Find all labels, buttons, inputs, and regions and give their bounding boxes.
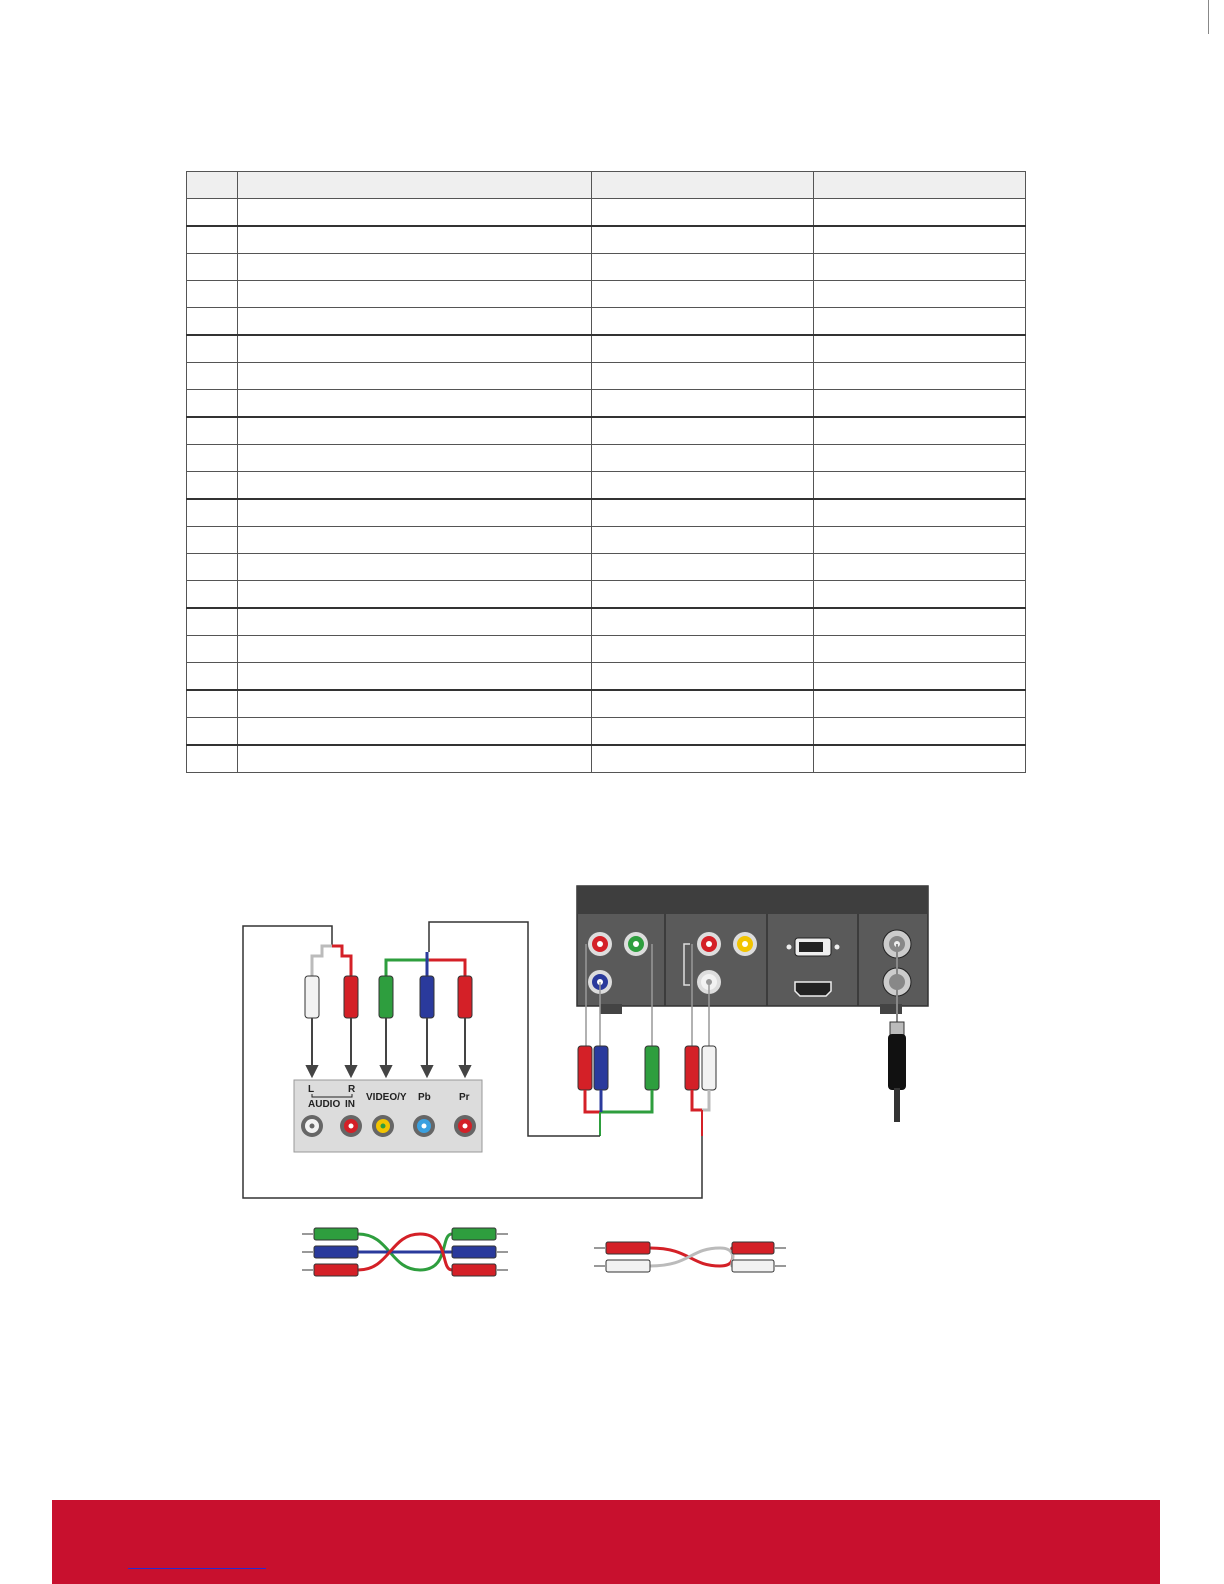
table-cell — [591, 199, 813, 227]
table-row — [187, 718, 1026, 746]
table-cell — [187, 335, 238, 363]
table-cell — [813, 472, 1025, 500]
table-row — [187, 554, 1026, 581]
table-cell — [187, 745, 238, 773]
table-cell — [591, 472, 813, 500]
table-cell — [187, 527, 238, 554]
table-cell — [237, 581, 591, 609]
table-row — [187, 445, 1026, 472]
table-cell — [813, 390, 1025, 418]
table-cell — [187, 663, 238, 691]
table-cell — [591, 745, 813, 773]
header-cell — [187, 172, 238, 199]
header-cell — [237, 172, 591, 199]
table-cell — [237, 308, 591, 336]
table-row — [187, 608, 1026, 636]
table-row — [187, 745, 1026, 773]
table-cell — [237, 226, 591, 254]
label-r: R — [348, 1084, 356, 1095]
table-cell — [237, 718, 591, 746]
table-cell — [237, 254, 591, 281]
table-row — [187, 281, 1026, 308]
table-cell — [187, 254, 238, 281]
connection-diagram — [0, 870, 1224, 1310]
table-row — [187, 472, 1026, 500]
table-row — [187, 417, 1026, 445]
table-cell — [591, 690, 813, 718]
table-cell — [591, 581, 813, 609]
table-cell — [187, 363, 238, 390]
table-cell — [187, 199, 238, 227]
table-cell — [591, 445, 813, 472]
table-cell — [813, 226, 1025, 254]
tv-input-plugs — [305, 946, 472, 1076]
table-cell — [813, 417, 1025, 445]
table-cell — [591, 663, 813, 691]
table-cell — [813, 499, 1025, 527]
label-in: IN — [345, 1099, 355, 1110]
table-cell — [187, 581, 238, 609]
table-cell — [187, 281, 238, 308]
table-row — [187, 581, 1026, 609]
table-cell — [187, 445, 238, 472]
table-cell — [813, 527, 1025, 554]
table-cell — [187, 554, 238, 581]
table-cell — [237, 472, 591, 500]
table-cell — [813, 663, 1025, 691]
page-edge-line — [1208, 0, 1209, 34]
table-cell — [187, 608, 238, 636]
spec-table — [186, 171, 1026, 773]
table-cell — [237, 527, 591, 554]
table-cell — [237, 636, 591, 663]
label-video-y: VIDEO/Y — [366, 1092, 407, 1103]
table-cell — [237, 745, 591, 773]
table-cell — [591, 499, 813, 527]
table-row — [187, 527, 1026, 554]
footer-link[interactable] — [128, 1568, 266, 1569]
table-cell — [591, 308, 813, 336]
footer-bar — [52, 1500, 1160, 1584]
component-cable-illustration — [302, 1228, 508, 1276]
table-header-row — [187, 172, 1026, 199]
table-cell — [237, 499, 591, 527]
table-cell — [591, 254, 813, 281]
table-cell — [813, 581, 1025, 609]
table-cell — [237, 281, 591, 308]
table-cell — [813, 608, 1025, 636]
header-cell — [813, 172, 1025, 199]
hdmi-port — [795, 982, 831, 996]
table-row — [187, 335, 1026, 363]
table-cell — [187, 417, 238, 445]
table-row — [187, 690, 1026, 718]
table-row — [187, 663, 1026, 691]
label-audio: AUDIO — [308, 1099, 341, 1110]
table-cell — [813, 199, 1025, 227]
table-cell — [237, 417, 591, 445]
table-cell — [591, 281, 813, 308]
table-cell — [237, 199, 591, 227]
table-cell — [187, 472, 238, 500]
table-cell — [237, 554, 591, 581]
table-cell — [237, 390, 591, 418]
table-row — [187, 199, 1026, 227]
table-cell — [237, 445, 591, 472]
table-cell — [591, 718, 813, 746]
table-cell — [591, 417, 813, 445]
table-cell — [813, 554, 1025, 581]
label-l: L — [308, 1084, 315, 1095]
table-cell — [187, 390, 238, 418]
label-pb: Pb — [418, 1092, 431, 1103]
table-cell — [813, 335, 1025, 363]
table-cell — [591, 636, 813, 663]
table-cell — [813, 636, 1025, 663]
table-cell — [591, 527, 813, 554]
table-cell — [187, 718, 238, 746]
table-cell — [813, 690, 1025, 718]
table-cell — [237, 608, 591, 636]
table-cell — [591, 608, 813, 636]
header-cell — [591, 172, 813, 199]
table-row — [187, 636, 1026, 663]
table-cell — [187, 499, 238, 527]
tv-input-panel — [294, 1080, 482, 1152]
table-row — [187, 390, 1026, 418]
audio-cable-illustration — [594, 1242, 786, 1272]
table-cell — [813, 281, 1025, 308]
table-row — [187, 308, 1026, 336]
table-row — [187, 499, 1026, 527]
table-cell — [187, 690, 238, 718]
table-cell — [813, 254, 1025, 281]
table-cell — [813, 718, 1025, 746]
table-cell — [187, 308, 238, 336]
table-cell — [237, 663, 591, 691]
table-cell — [591, 335, 813, 363]
table-cell — [813, 308, 1025, 336]
table-row — [187, 226, 1026, 254]
table-cell — [813, 363, 1025, 390]
table-cell — [591, 226, 813, 254]
label-pr: Pr — [459, 1092, 470, 1103]
table-cell — [187, 636, 238, 663]
table-cell — [813, 745, 1025, 773]
table-cell — [237, 335, 591, 363]
table-row — [187, 363, 1026, 390]
table-cell — [591, 363, 813, 390]
table-cell — [813, 445, 1025, 472]
table-cell — [237, 690, 591, 718]
table-cell — [591, 554, 813, 581]
table-row — [187, 254, 1026, 281]
table-cell — [591, 390, 813, 418]
table-cell — [187, 226, 238, 254]
table-cell — [237, 363, 591, 390]
